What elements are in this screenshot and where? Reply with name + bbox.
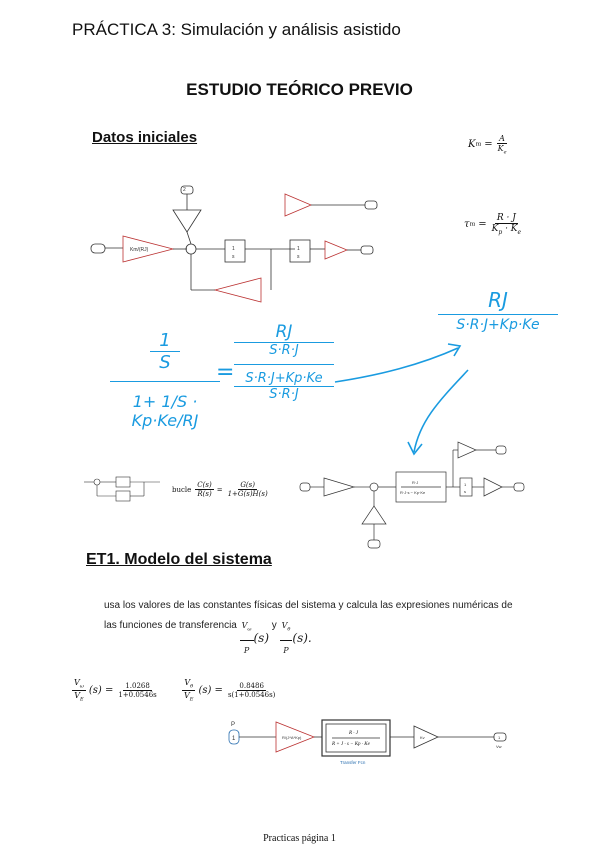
loop-lhs-num: C(s) — [197, 481, 212, 489]
transfer-function-2 — [182, 678, 277, 702]
loop-prefix: bucle — [172, 485, 192, 494]
block-diagram-top — [85, 180, 395, 315]
handwritten-result — [438, 288, 558, 333]
instruction-tf1-den: P — [243, 645, 250, 655]
bottom-out-num: 1 — [498, 735, 501, 740]
tf2-num: 0.8486 — [239, 681, 264, 690]
instruction-paragraph — [104, 596, 524, 661]
loop-lhs-den: R(s) — [197, 490, 212, 498]
instruction-tf2-num: V — [281, 621, 288, 630]
instruction-tf2-den: P — [283, 645, 289, 655]
handwritten-mid-num-den: S·R·J — [234, 342, 334, 358]
instruction-tf1-num: V — [241, 621, 248, 630]
instruction-tf1-num-sub: ω — [247, 626, 252, 633]
km-num: A — [499, 134, 505, 143]
handwritten-left-num-den: S — [150, 351, 180, 373]
instruction-tf1 — [240, 616, 269, 661]
tf1-lhs-den: V — [74, 690, 80, 700]
bottom-tf-den: R + J · s − Kp · Ke — [332, 742, 370, 747]
loop-rhs-num: G(s) — [240, 481, 255, 489]
transfer-function-1 — [72, 678, 159, 702]
handwritten-result-num: RJ — [438, 288, 558, 315]
page-title: ESTUDIO TEÓRICO PREVIO — [186, 80, 413, 99]
loop-rhs-den: 1+G(s)H(s) — [227, 490, 268, 498]
tau-num: R · J — [496, 213, 516, 223]
svg-text:2: 2 — [183, 187, 186, 193]
instruction-tf2-arg: (s). — [292, 631, 312, 646]
tf1-lhs-den-sub: E — [79, 696, 84, 703]
tau-den-sub: p — [498, 228, 503, 236]
section-heading-et1: ET1. Modelo del sistema — [86, 551, 272, 568]
svg-text:1: 1 — [464, 482, 467, 487]
svg-text:R·J·s − Kp·Ke: R·J·s − Kp·Ke — [400, 490, 426, 495]
bottom-tf-num: R · J — [349, 731, 359, 736]
tf2-lhs-den-sub: E — [189, 696, 194, 703]
handwritten-left-num: 1 — [159, 330, 171, 351]
tf2-den: s(1+0.0546s) — [227, 690, 276, 699]
bottom-tf-caption: Transfer Fcn — [340, 760, 366, 765]
handwritten-left — [110, 330, 220, 430]
svg-text:1: 1 — [232, 246, 235, 252]
handwritten-middle — [234, 322, 334, 402]
svg-text:s: s — [464, 489, 466, 494]
km-den: K — [497, 144, 504, 153]
handwritten-mid-den-den: S·R·J — [234, 386, 334, 402]
handwritten-equals: = — [216, 360, 235, 385]
tf1-lhs-num-sub: ω — [79, 683, 84, 690]
tf2-lhs-num-sub: θ — [190, 683, 194, 690]
bottom-input-num: 1 — [232, 736, 236, 742]
tf1-num: 1.0268 — [125, 681, 150, 690]
section-heading-datos: Datos iniciales — [92, 129, 198, 146]
tau-den: K — [491, 224, 499, 234]
svg-text:1: 1 — [297, 246, 300, 252]
km-sub: m — [475, 141, 482, 149]
svg-text:R·J: R·J — [412, 480, 419, 485]
bottom-out-label: Vw — [496, 744, 502, 749]
instruction-text: usa los valores de las constantes físicas del sistema y calcula las expresiones numéricas de las funciones de transferencia — [104, 600, 513, 631]
block-diagram-middle — [296, 436, 532, 554]
svg-text:s: s — [297, 254, 300, 260]
tf2-lhs-num: V — [184, 678, 191, 687]
tau-sub: m — [469, 220, 476, 228]
km-lhs: K — [468, 139, 476, 151]
km-formula: K m = $\frac{A}{K_e}$ — [468, 134, 507, 156]
tf2-lhs-den: V — [184, 690, 190, 700]
tau-den-tail: · K — [502, 224, 518, 234]
handwritten-result-den: S·R·J+Kp·Ke — [456, 317, 540, 333]
handwritten-mid-den-num: S·R·J+Kp·Ke — [245, 371, 323, 386]
loop-diagram-small — [82, 474, 164, 504]
instruction-conj: y — [269, 620, 280, 631]
instruction-tf1-arg: (s) — [253, 631, 270, 646]
tf1-den: 1+0.0546s — [118, 690, 157, 699]
km-den-sub: e — [503, 149, 507, 156]
block-diagram-bottom — [226, 714, 522, 770]
tf2-arg: (s) = — [198, 684, 223, 696]
tau-lhs: τ — [464, 218, 470, 230]
page-footer: Practicas página 1 — [263, 833, 336, 844]
handwritten-mid-num-num: RJ — [275, 322, 293, 342]
handwritten-left-den: 1+ 1/S · Kp·Ke/RJ — [131, 392, 199, 430]
document-header: PRÁCTICA 3: Simulación y análisis asistido — [72, 20, 401, 39]
bottom-gain2: Kv — [420, 735, 425, 740]
bottom-input-label: P — [231, 722, 236, 728]
instruction-tf2-num-sub: θ — [287, 626, 291, 633]
svg-text:s: s — [232, 254, 235, 260]
tau-den-tail-sub: e — [517, 228, 522, 236]
tf1-lhs-num: V — [74, 678, 80, 687]
instruction-tf2 — [280, 616, 312, 661]
tau-formula: τ m = $\frac{R \cdot J}{K_p \cdot K_e}$ — [464, 213, 522, 236]
bottom-gain1: R/(J*A*Kp) — [282, 735, 302, 740]
loop-formula: bucle $\frac{C(s)}{R(s)}$ = $\frac{G(s)}{1+G(s)H(s)}$ — [172, 481, 268, 498]
tf1-arg: (s) = — [88, 684, 114, 696]
svg-text:Km/(RJ): Km/(RJ) — [130, 247, 149, 253]
